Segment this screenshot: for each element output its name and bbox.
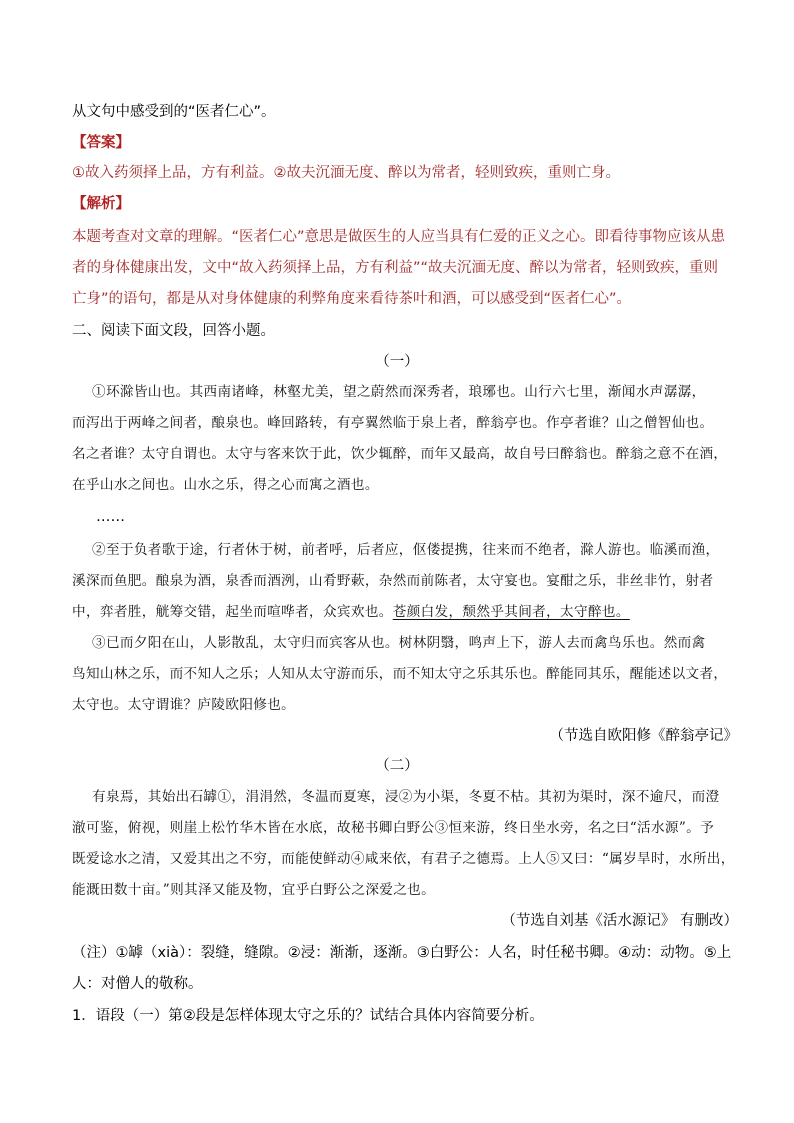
answer-tag: 【答案】	[72, 135, 130, 151]
passage1-p1-line: 在乎山水之间也。山水之乐，得之心而寓之酒也。	[72, 477, 379, 493]
passage2-line: 能溉田数十亩。”则其泽又能及物，宜乎白野公之深爱之也。	[72, 882, 436, 898]
passage1-p1-line: ①环滁皆山也。其西南诸峰，林壑尤美，望之蔚然而深秀者，琅琊也。山行六七里，渐闻水声潺潺，	[92, 384, 706, 400]
passage2-line: 澈可鉴，俯视，则崖上松竹华木皆在水底，故秘书卿白野公③恒来游，终日坐水旁，名之曰“活水源”。予	[72, 820, 715, 836]
passage1-p3-line: 鸟知山林之乐，而不知人之乐；人知从太守游而乐，而不知太守之乐其乐也。醉能同其乐，醒能述以文者，	[72, 666, 728, 682]
prev-answer-tail: 从文句中感受到的“医者仁心”。	[72, 104, 276, 120]
passage2-line: 既爱谂水之清，又爱其出之不穷，而能使鲜动④咸来依，有君子之德焉。上人⑤又曰：“属岁旱时，水所出，	[72, 851, 735, 867]
passage1-p2-line: 中，弈者胜，觥筹交错，起坐而喧哗者，众宾欢也。	[72, 604, 393, 620]
notes-line: 人：对僧人的敬称。	[72, 976, 203, 992]
question-1: 1．语段（一）第②段是怎样体现太守之乐的？试结合具体内容简要分析。	[72, 1008, 544, 1024]
analysis-line: 本题考查对文章的理解。“医者仁心”意思是做医生的人应当具有仁爱的正义之心。即看待事物应该从患	[72, 229, 726, 245]
analysis-line: 者的身体健康出发，文中“故入药须择上品，方有利益”“故夫沉湎无度、醉以为常者，轻则致疾，重则	[72, 260, 719, 276]
passage1-p3-line: ③已而夕阳在山，人影散乱，太守归而宾客从也。树林阴翳，鸣声上下，游人去而禽鸟乐也。然而禽	[92, 635, 706, 651]
passage2-source: （节选自刘基《活水源记》 有删改）	[501, 913, 738, 929]
passage1-p1-line: 而泻出于两峰之间者，酿泉也。峰回路转，有亭翼然临于泉上者，醉翁亭也。作亭者谁？山之僧智仙也。	[72, 415, 714, 431]
section-heading: 二、阅读下面文段，回答小题。	[72, 323, 275, 339]
passage1-ellipsis: ……	[96, 509, 125, 525]
analysis-tag: 【解析】	[72, 196, 130, 212]
passage2-line: 有泉焉，其始出石罅①，涓涓然，冬温而夏寒，浸②为小渠，冬夏不枯。其初为渠时，深不逾尺，而澄	[92, 789, 720, 805]
passage2-heading: （二）	[375, 758, 419, 774]
passage1-p2-line-with-underline	[72, 602, 630, 622]
notes-line: （注）①罅（xià）：裂缝，缝隙。②浸：渐渐，逐渐。③白野公：人名，时任秘书卿。④动：动物。⑤上	[72, 945, 732, 961]
passage1-p1-line: 名之者谁？太守自谓也。太守与客来饮于此，饮少辄醉，而年又最高，故自号曰醉翁也。醉翁之意不在酒，	[72, 446, 728, 462]
answer-text: ①故入药须择上品，方有利益。②故夫沉湎无度、醉以为常者，轻则致疾，重则亡身。	[72, 165, 620, 181]
underlined-sentence: 苍颜白发，颓然乎其间者，太守醉也。	[392, 604, 630, 620]
passage1-heading: （一）	[375, 354, 419, 370]
passage1-p2-line: 溪深而鱼肥。酿泉为酒，泉香而酒洌，山肴野蔌，杂然而前陈者，太守宴也。宴酣之乐，非丝非竹，射者	[72, 573, 714, 589]
passage1-p3-line: 太守也。太守谓谁？庐陵欧阳修也。	[72, 697, 296, 713]
analysis-line: 亡身”的语句，都是从对身体健康的利弊角度来看待茶叶和酒，可以感受到“医者仁心”。	[72, 291, 632, 307]
passage1-p2-line: ②至于负者歌于途，行者休于树，前者呼，后者应，伛偻提携，往来而不绝者，滁人游也。临溪而渔，	[92, 542, 720, 558]
passage1-source: （节选自欧阳修《醉翁亭记》	[549, 728, 738, 744]
